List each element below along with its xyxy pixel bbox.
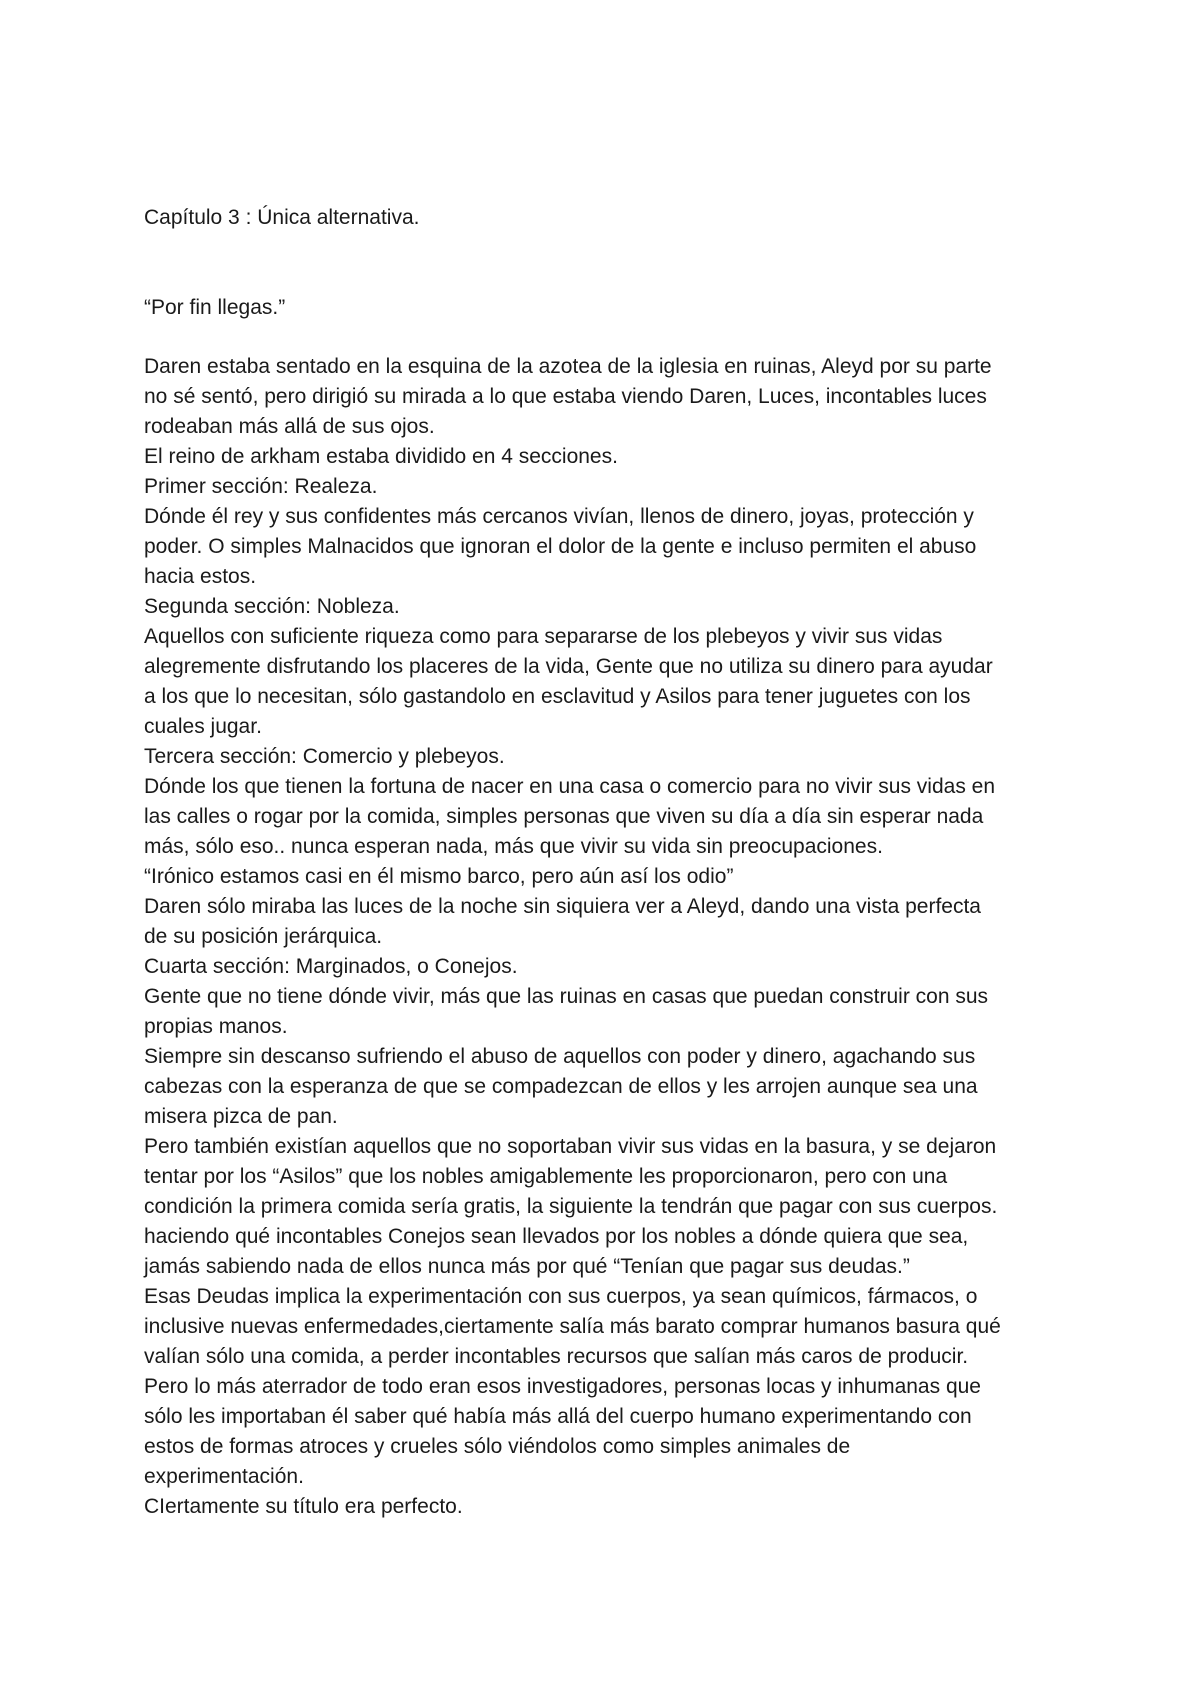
text-line: misera pizca de pan.	[144, 1105, 338, 1128]
body-text	[144, 352, 1064, 1522]
text-line: Pero también existían aquellos que no soportaban vivir sus vidas en la basura, y se dejaron	[144, 1135, 997, 1158]
text-line: rodeaban más allá de sus ojos.	[144, 415, 435, 438]
text-line: alegremente disfrutando los placeres de la vida, Gente que no utiliza su dinero para ayudar	[144, 655, 993, 678]
text-line: cuales jugar.	[144, 715, 262, 738]
text-line: inclusive nuevas enfermedades,ciertamente salía más barato comprar humanos basura qué	[144, 1315, 1001, 1338]
text-line: Cuarta sección: Marginados, o Conejos.	[144, 955, 518, 978]
text-line: Siempre sin descanso sufriendo el abuso de aquellos con poder y dinero, agachando sus	[144, 1045, 976, 1068]
text-line: de su posición jerárquica.	[144, 925, 383, 948]
text-line: Segunda sección: Nobleza.	[144, 595, 400, 618]
text-line: El reino de arkham estaba dividido en 4 secciones.	[144, 445, 618, 468]
text-line: condición la primera comida sería gratis, la siguiente la tendrán que pagar con sus cuerpos.	[144, 1195, 998, 1218]
text-line: Pero lo más aterrador de todo eran esos investigadores, personas locas y inhumanas que	[144, 1375, 981, 1398]
text-line: Primer sección: Realeza.	[144, 475, 378, 498]
text-line: CIertamente su título era perfecto.	[144, 1495, 463, 1518]
text-line: “Irónico estamos casi en él mismo barco, pero aún así los odio”	[144, 865, 734, 888]
text-line: Dónde él rey y sus confidentes más cercanos vivían, llenos de dinero, joyas, protección y	[144, 505, 974, 528]
opening-dialogue: “Por fin llegas.”	[144, 296, 286, 319]
text-line: poder. O simples Malnacidos que ignoran el dolor de la gente e incluso permiten el abuso	[144, 535, 977, 558]
text-line: Aquellos con suficiente riqueza como para separarse de los plebeyos y vivir sus vidas	[144, 625, 943, 648]
text-line: no sé sentó, pero dirigió su mirada a lo que estaba viendo Daren, Luces, incontables luces	[144, 385, 987, 408]
text-line: propias manos.	[144, 1015, 288, 1038]
text-line: Tercera sección: Comercio y plebeyos.	[144, 745, 505, 768]
text-line: sólo les importaban él saber qué había más allá del cuerpo humano experimentando con	[144, 1405, 972, 1428]
text-line: Daren estaba sentado en la esquina de la azotea de la iglesia en ruinas, Aleyd por su parte	[144, 355, 992, 378]
text-line: tentar por los “Asilos” que los nobles amigablemente les proporcionaron, pero con una	[144, 1165, 948, 1188]
text-line: a los que lo necesitan, sólo gastandolo en esclavitud y Asilos para tener juguetes con los	[144, 685, 971, 708]
text-line: Daren sólo miraba las luces de la noche sin siquiera ver a Aleyd, dando una vista perfecta	[144, 895, 981, 918]
text-line: cabezas con la esperanza de que se compadezcan de ellos y les arrojen aunque sea una	[144, 1075, 978, 1098]
text-line: haciendo qué incontables Conejos sean llevados por los nobles a dónde quiera que sea,	[144, 1225, 969, 1248]
text-line: valían sólo una comida, a perder incontables recursos que salían más caros de producir.	[144, 1345, 969, 1368]
text-line: más, sólo eso.. nunca esperan nada, más que vivir su vida sin preocupaciones.	[144, 835, 883, 858]
text-line: experimentación.	[144, 1465, 304, 1488]
chapter-title: Capítulo 3 : Única alternativa.	[144, 206, 420, 229]
text-line: Gente que no tiene dónde vivir, más que las ruinas en casas que puedan construir con sus	[144, 985, 989, 1008]
text-line: hacia estos.	[144, 565, 257, 588]
text-line: estos de formas atroces y crueles sólo viéndolos como simples animales de	[144, 1435, 851, 1458]
text-line: Esas Deudas implica la experimentación con sus cuerpos, ya sean químicos, fármacos, o	[144, 1285, 978, 1308]
text-line: Dónde los que tienen la fortuna de nacer en una casa o comercio para no vivir sus vidas en	[144, 775, 996, 798]
text-line: jamás sabiendo nada de ellos nunca más por qué “Tenían que pagar sus deudas.”	[144, 1255, 910, 1278]
text-line: las calles o rogar por la comida, simples personas que viven su día a día sin esperar nada	[144, 805, 984, 828]
